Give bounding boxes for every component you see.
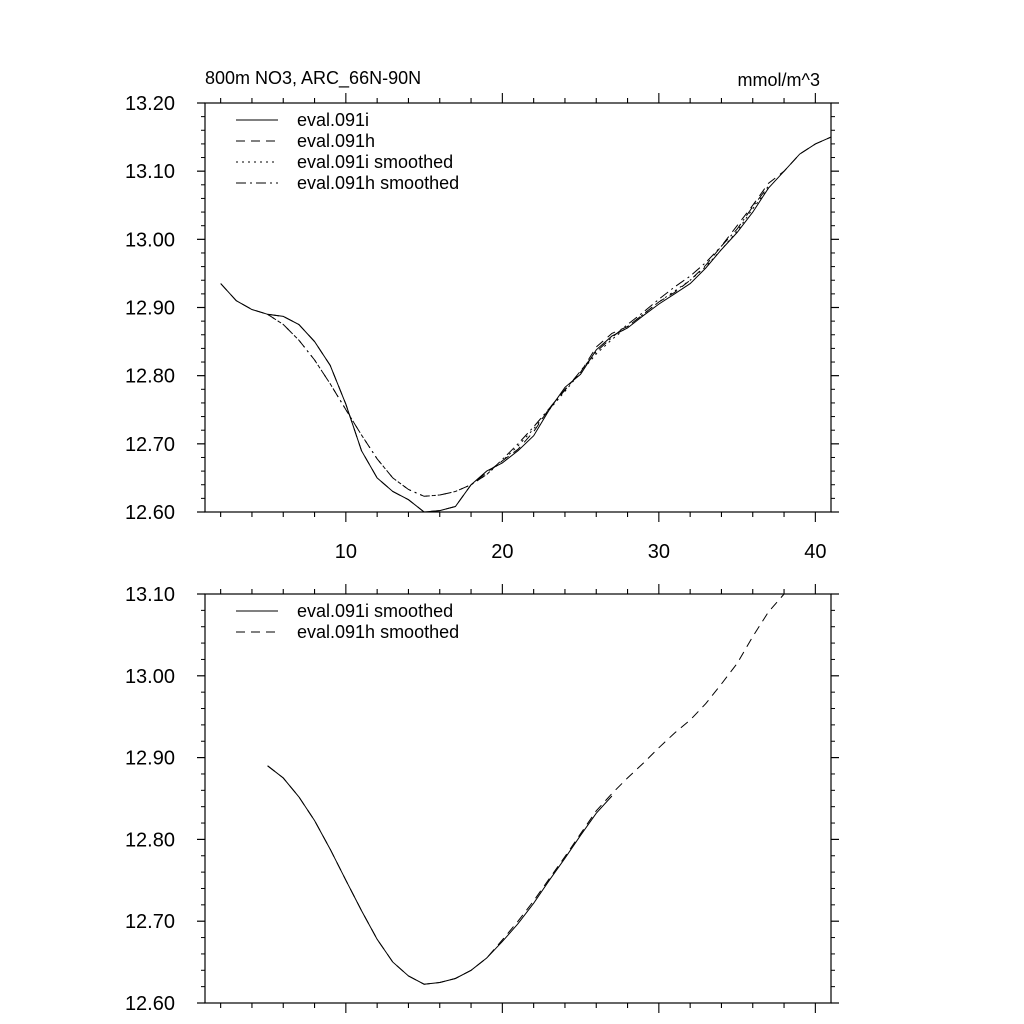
y-tick-label: 13.00 [124, 229, 175, 252]
units-label: mmol/m^3 [737, 70, 820, 90]
legend-label: eval.091i smoothed [297, 152, 454, 172]
y-tick-label: 12.60 [124, 993, 175, 1015]
series-lines [221, 137, 831, 512]
x-tick-label: 40 [804, 541, 827, 563]
legend-label: eval.091i [297, 110, 370, 130]
legend [236, 110, 459, 193]
series-line [268, 766, 612, 984]
plot-frame [205, 594, 831, 1003]
y-tick-label: 13.20 [124, 93, 175, 115]
y-tick-label: 13.10 [124, 161, 175, 184]
axes [125, 93, 839, 563]
axes [125, 584, 839, 1015]
y-tick-label: 12.90 [124, 297, 175, 320]
y-tick-label: 12.80 [124, 829, 175, 852]
y-tick-label: 12.60 [124, 502, 175, 524]
legend-label: eval.091h [297, 131, 376, 151]
legend-label: eval.091i smoothed [297, 601, 454, 621]
series-lines [268, 594, 785, 984]
y-tick-label: 13.10 [124, 584, 175, 606]
top-panel [125, 68, 839, 563]
legend-label: eval.091h smoothed [297, 622, 460, 642]
y-tick-label: 12.90 [124, 747, 175, 770]
y-tick-label: 12.80 [124, 365, 175, 388]
legend-label: eval.091h smoothed [297, 173, 460, 193]
legend [236, 601, 459, 642]
series-line [221, 137, 831, 512]
y-tick-label: 12.70 [124, 911, 175, 934]
y-tick-label: 13.00 [124, 665, 175, 688]
x-tick-label: 20 [491, 541, 514, 563]
x-tick-label: 30 [647, 541, 670, 563]
chart-title: 800m NO3, ARC_66N-90N [205, 68, 422, 88]
series-line [221, 137, 831, 512]
x-tick-label: 10 [334, 541, 357, 563]
y-tick-label: 12.70 [124, 433, 175, 456]
series-line [268, 594, 785, 984]
bottom-panel [125, 584, 839, 1015]
